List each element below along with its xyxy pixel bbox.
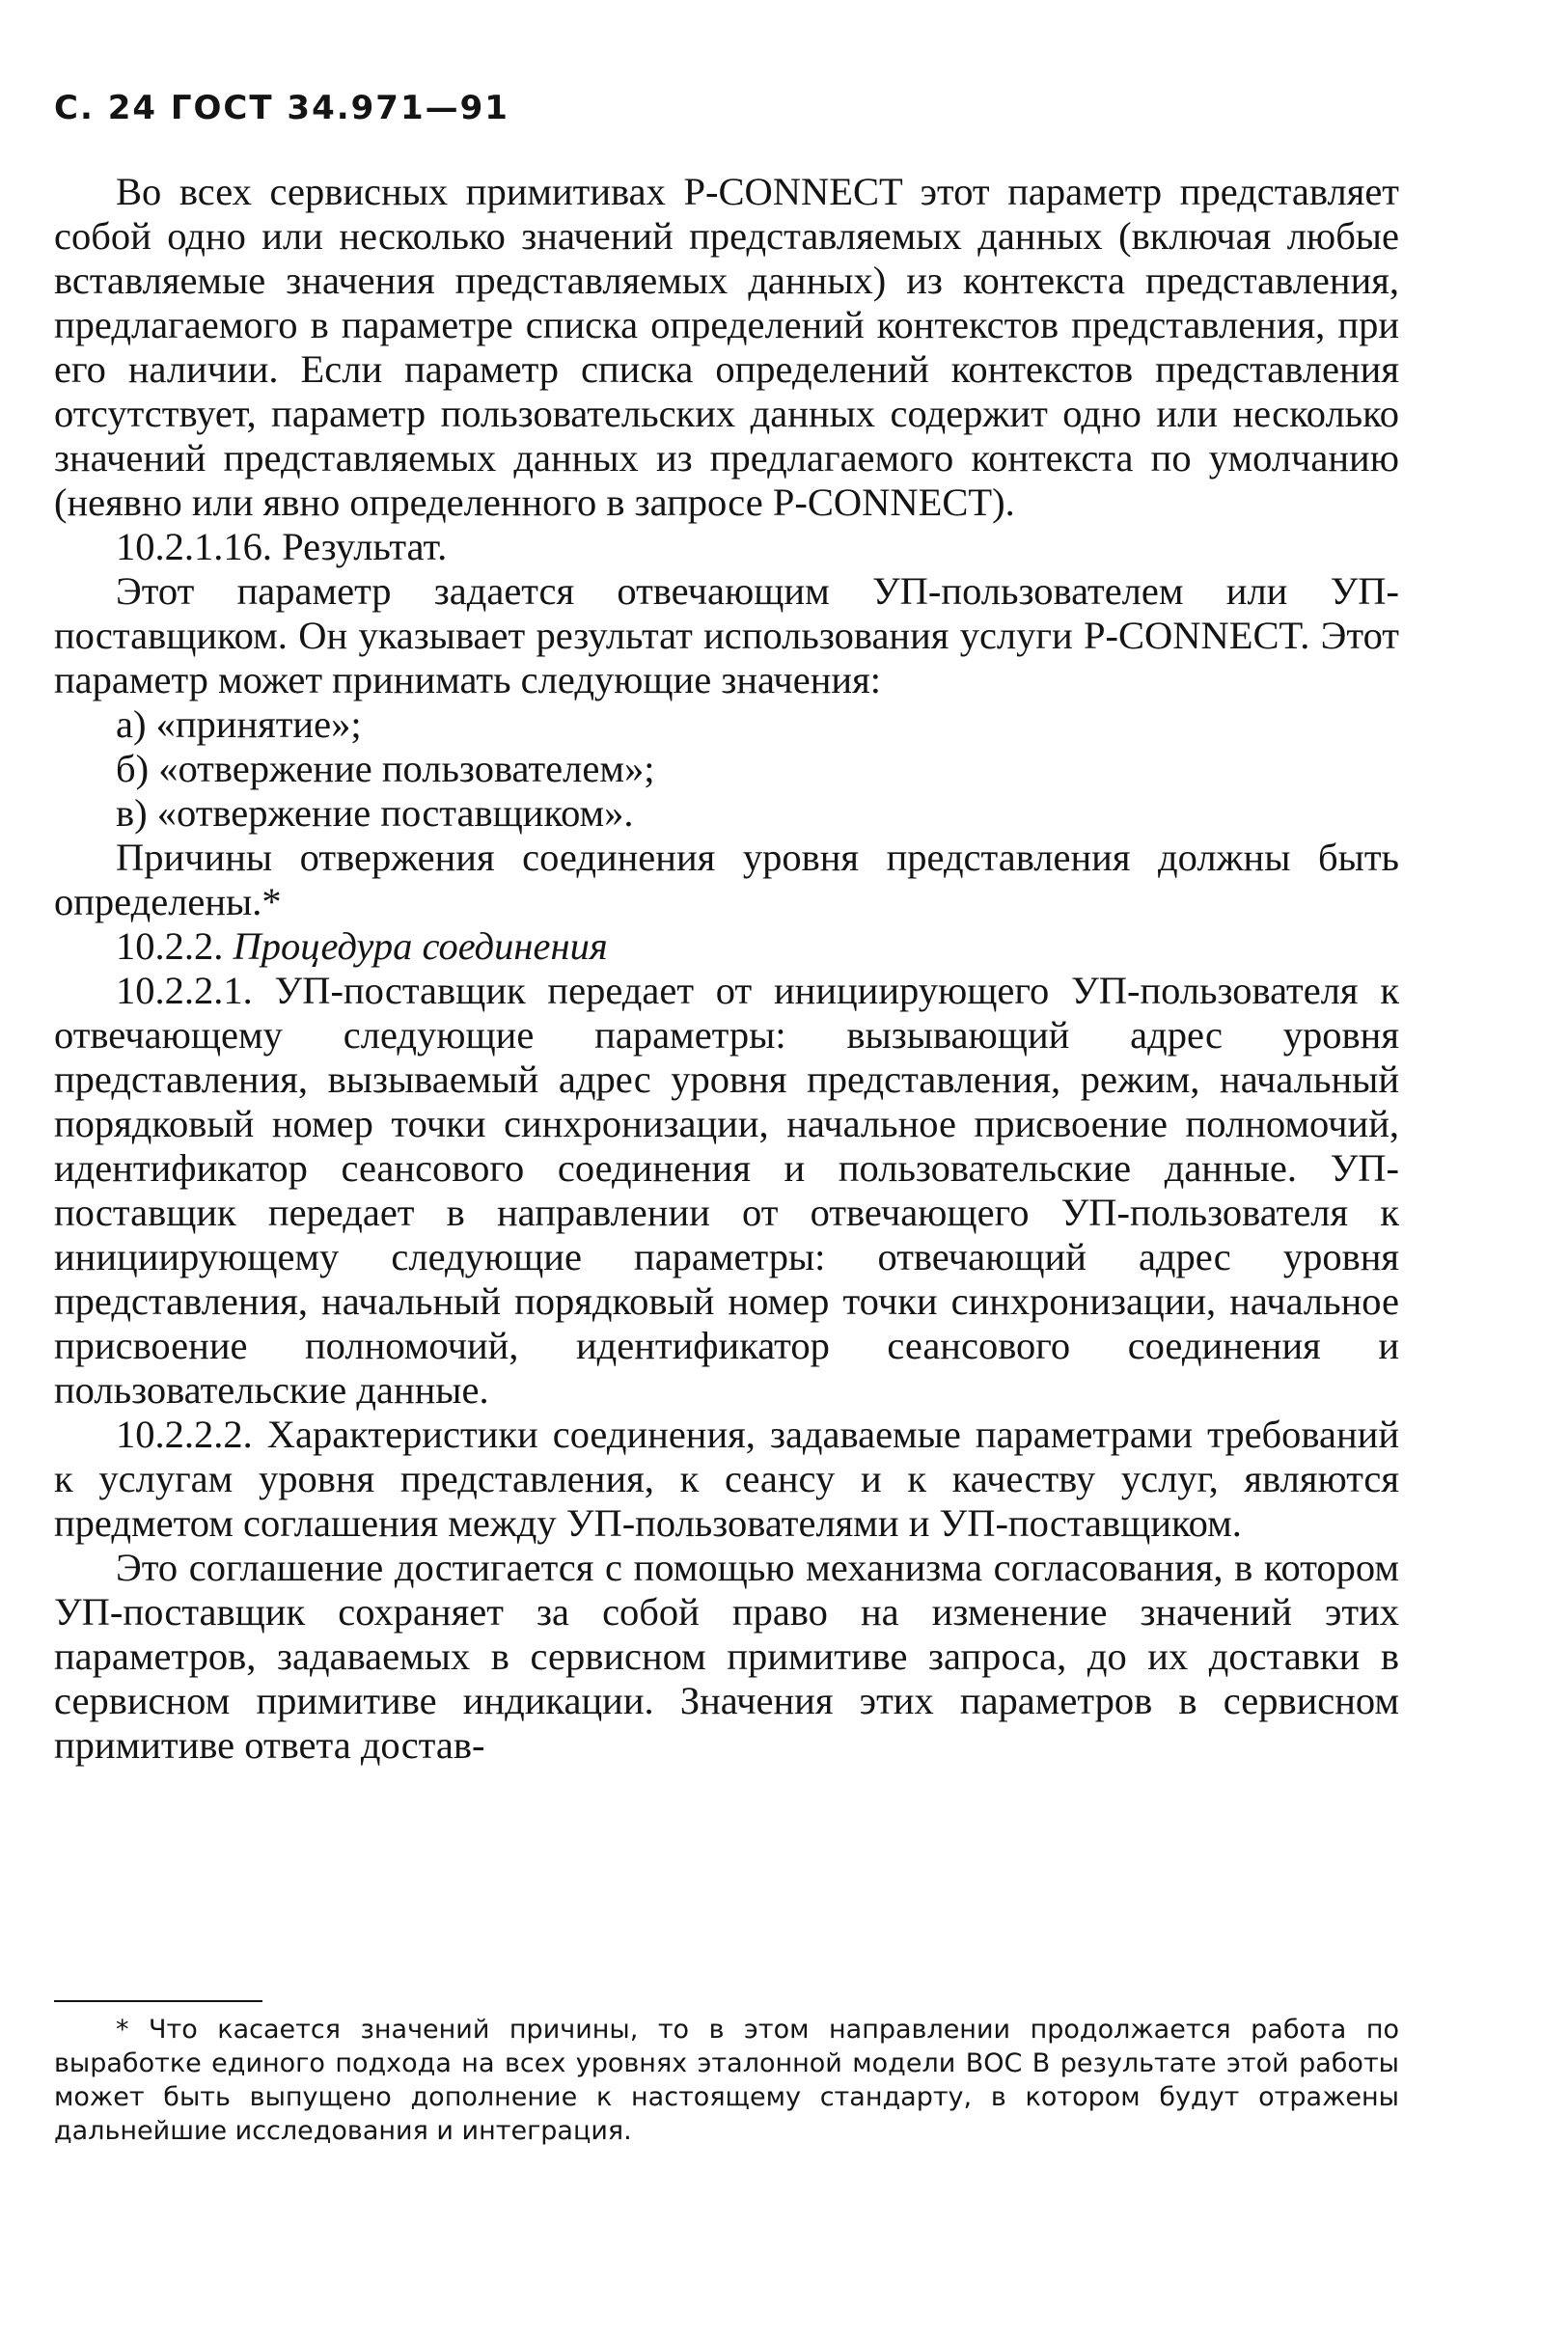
paragraph-10-2-2-1: 10.2.2.1. УП-поставщик передает от инициирующего УП-пользователя к отвечающему следующие параметры: вызывающий адрес уровня представления, вызываемый адрес уровня представления, режим, начальный порядковый номер точки синхронизации, начальное присвоение полномочий, идентификатор сеансового соединения и пользовательские данные. УП-поставщик передает в направлении от отвечающего УП-пользователя к инициирующему следующие параметры: отвечающий адрес уровня представления, начальный порядковый номер точки синхронизации, начальное присвоение полномочий, идентификатор сеансового соединения и пользовательские данные. [54, 969, 1399, 1412]
paragraph-rejection-reasons: Причины отвержения соединения уровня представления должны быть определены.* [54, 836, 1399, 923]
footnote-divider [54, 2000, 262, 2002]
list-item-user-rejection: б) «отвержение пользователем»; [116, 747, 655, 790]
paragraph-result-description: Этот параметр задается отвечающим УП-пользователем или УП-поставщиком. Он указывает результат использования услуги P-CONNECT. Этот параметр может принимать следующие значения: [54, 569, 1399, 701]
list-item-accepted: а) «принятие»; [116, 702, 362, 746]
paragraph-result-heading: 10.2.1.16. Результат. [116, 525, 448, 568]
list-item-provider-rejection: в) «отвержение поставщиком». [116, 791, 634, 835]
footnote [54, 2013, 1399, 2148]
paragraph-negotiation: Это соглашение достигается с помощью механизма согласования, в котором УП-поставщик сохраняет за собой право на изменение значений этих параметров, задаваемых в сервисном примитиве запроса, до их доставки в сервисном примитиве индикации. Значения этих параметров в сервисном примитиве ответа достав- [54, 1546, 1399, 1767]
body-text [54, 170, 1399, 1768]
section-heading [54, 924, 1399, 969]
paragraph-10-2-2-2: 10.2.2.2. Характеристики соединения, задаваемые параметрами требований к услугам уровня представления, к сеансу и к качеству услуг, являются предметом соглашения между УП-пользователями и УП-поставщиком. [54, 1413, 1399, 1545]
running-head: С. 24 ГОСТ 34.971—91 [54, 89, 509, 127]
section-title: Процедура соединения [233, 924, 608, 968]
paragraph-user-data: Во всех сервисных примитивах P-CONNECT этот параметр представляет собой одно или несколько значений представляемых данных (включая любые вставляемые значения представляемых данных) из контекста представления, предлагаемого в параметре списка определений контекстов представления, при его наличии. Если параметр списка определений контекстов представления отсутствует, параметр пользовательских данных содержит одно или несколько значений представляемых данных из предлагаемого контекста по умолчанию (неявно или явно определенного в запросе P-CONNECT). [54, 170, 1399, 524]
footnote-text: * Что касается значений причины, то в этом направлении продолжается работа по выработке единого подхода на всех уровнях эталонной модели ВОС В результате этой работы может быть выпущено дополнение к настоящему стандарту, в котором будут отражены дальнейшие исследования и интеграция. [54, 2015, 1399, 2146]
section-number: 10.2.2. [116, 924, 224, 968]
